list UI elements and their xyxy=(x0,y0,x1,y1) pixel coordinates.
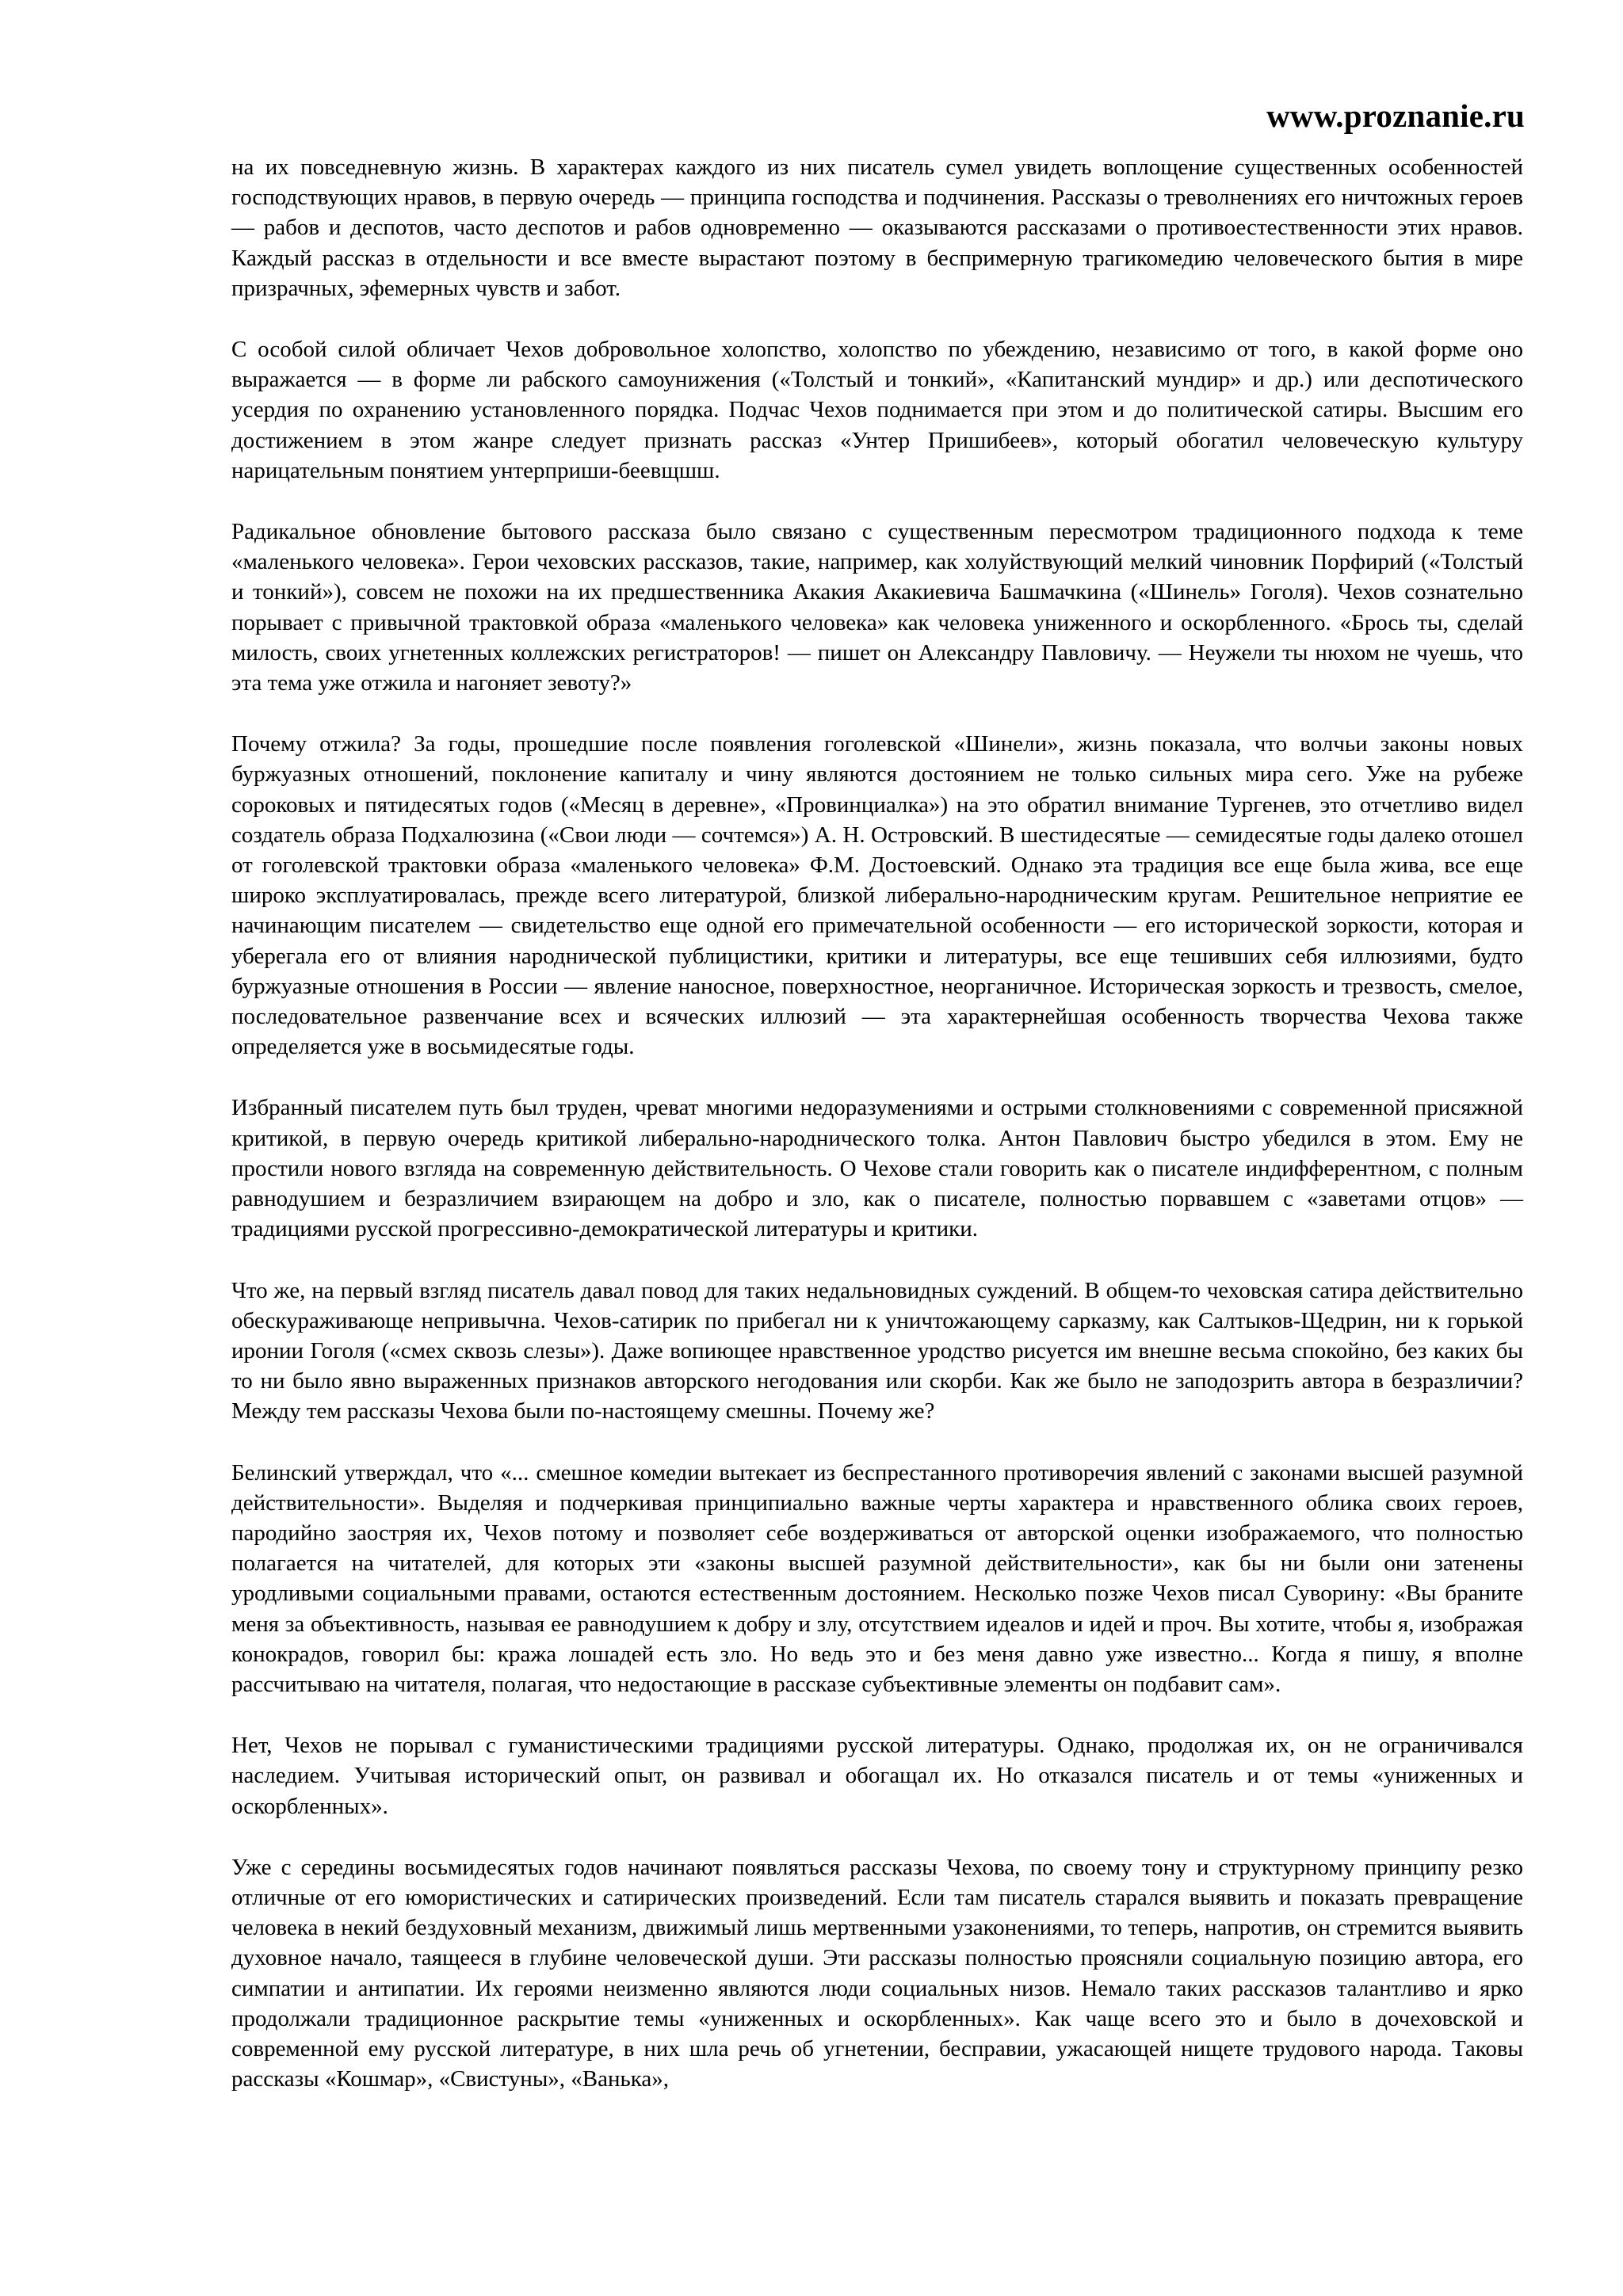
paragraph: Нет, Чехов не порывал с гуманистическими традициями русской литературы. Однако, продолжая их, он не ограничивался наследием. Учитывая исторический опыт, он развивал и обогащал их. Но отказался писатель и от темы «униженных и оскорбленных». xyxy=(231,1733,1523,1819)
paragraph: Белинский утверждал, что «... смешное комедии вытекает из беспрестанного противоречия явлений с законами высшей разумной действительности». Выделяя и подчеркивая принципиально важные черты характера и нравственного облика своих героев, пародийно заостряя их, Чехов потому и позволяет себе воздерживаться от авторской оценки изображаемого, что полностью полагается на читателей, для которых эти «законы высшей разумной действительности», как бы ни были они затенены уродливыми социальными правами, остаются естественным достоянием. Несколько позже Чехов писал Суворину: «Вы браните меня за объективность, называя ее равнодушием к добру и злу, отсутствием идеалов и идей и проч. Вы хотите, чтобы я, изображая конокрадов, говорил бы: кража лошадей есть зло. Но ведь это и без меня давно уже известно... Когда я пишу, я вполне рассчитываю на читателя, полагая, что недостающие в рассказе субъективные элементы он подбавит сам». xyxy=(231,1459,1523,1697)
paragraph: Почему отжила? За годы, прошедшие после появления гоголевской «Шинели», жизнь показала, что волчьи законы новых буржуазных отношений, поклонение капиталу и чину являются достоянием не только сильных мира сего. Уже на рубеже сороковых и пятидесятых годов («Месяц в деревне», «Провинциалка») на это обратил внимание Тургенев, это отчетливо видел создатель образа Подхалюзина («Свои люди — сочтемся») А. Н. Островский. В шестидесятые — семидесятые годы далеко отошел от гоголевской трактовки образа «маленького человека» Ф.М. Достоевский. Однако эта традиция все еще была жива, все еще широко эксплуатировалась, прежде всего литературой, близкой либерально-народническим кругам. Решительное неприятие ее начинающим писателем — свидетельство еще одной его примечательной особенности — его исторической зоркости, которая и уберегала его от влияния народнической публицистики, критики и литературы, все еще тешивших себя иллюзиями, будто буржуазные отношения в России — явление наносное, поверхностное, неорганичное. Историческая зоркость и трезвость, смелое, последовательное развенчание всех и всяческих иллюзий — эта характернейшая особенность творчества Чехова также определяется уже в восьмидесятые годы. xyxy=(231,731,1523,1060)
article-body xyxy=(231,152,1523,2125)
paragraph: Радикальное обновление бытового рассказа было связано с существенным пересмотром традиционного подхода к теме «маленького человека». Герои чеховских рассказов, такие, например, как холуйствующий мелкий чиновник Порфирий («Толстый и тонкий»), совсем не похожи на их предшественника Акакия Акакиевича Башмачкина («Шинель» Гоголя). Чехов сознательно порывает с привычной трактовкой образа «маленького человека» как человека униженного и оскорбленного. «Брось ты, сделай милость, своих угнетенных коллежских регистраторов! — пишет он Александру Павловичу. — Неужели ты нюхом не чуешь, что эта тема уже отжила и нагоняет зевоту?» xyxy=(231,519,1523,696)
paragraph: С особой силой обличает Чехов добровольное холопство, холопство по убеждению, независимо от того, в какой форме оно выражается — в форме ли рабского самоунижения («Толстый и тонкий», «Капитанский мундир» и др.) или деспотического усердия по охранению установленного порядка. Подчас Чехов поднимается при этом и до политической сатиры. Высшим его достижением в этом жанре следует признать рассказ «Унтер Пришибеев», который обогатил человеческую культуру нарицательным понятием унтерприши-беевщшш. xyxy=(231,337,1523,483)
site-header: www.proznanie.ru xyxy=(1266,97,1525,134)
paragraph: Уже с середины восьмидесятых годов начинают появляться рассказы Чехова, по своему тону и структурному принципу резко отличные от его юмористических и сатирических произведений. Если там писатель старался выявить и показать превращение человека в некий бездуховный механизм, движимый лишь мертвенными узаконениями, то теперь, напротив, он стремится выявить духовное начало, таящееся в глубине человеческой души. Эти рассказы полностью проясняли социальную позицию автора, его симпатии и антипатии. Их героями неизменно являются люди социальных низов. Немало таких рассказов талантливо и ярко продолжали традиционное раскрытие темы «униженных и оскорбленных». Как чаще всего это и было в дочеховской и современной ему русской литературе, в них шла речь об угнетении, бесправии, ужасающей нищете трудового народа. Таковы рассказы «Кошмар», «Свистуны», «Ванька», xyxy=(231,1854,1523,2092)
paragraph: Что же, на первый взгляд писатель давал повод для таких недальновидных суждений. В общем-то чеховская сатира действительно обескураживающе непривычна. Чехов-сатирик по прибегал ни к уничтожающему сарказму, как Салтыков-Щедрин, ни к горькой иронии Гоголя («смех сквозь слезы»). Даже вопиющее нравственное уродство рисуется им внешне весьма спокойно, без каких бы то ни было явно выраженных признаков авторского негодования или скорби. Как же было не заподозрить автора в безразличии? Между тем рассказы Чехова были по-настоящему смешны. Почему же? xyxy=(231,1277,1523,1425)
paragraph: на их повседневную жизнь. В характерах каждого из них писатель сумел увидеть воплощение существенных особенностей господствующих нравов, в первую очередь — принципа господства и подчинения. Рассказы о треволнениях его ничтожных героев — рабов и деспотов, часто деспотов и рабов одновременно — оказываются рассказами о противоестественности этих нравов. Каждый рассказ в отдельности и все вместе вырастают поэтому в беспримерную трагикомедию человеческого бытия в мире призрачных, эфемерных чувств и забот. xyxy=(231,154,1523,301)
paragraph: Избранный писателем путь был труден, чреват многими недоразумениями и острыми столкновениями с современной присяжной критикой, в первую очередь критикой либерально-народнического толка. Антон Павлович быстро убедился в этом. Ему не простили нового взгляда на современную действительность. О Чехове стали говорить как о писателе индифферентном, с полным равнодушием и безразличием взирающем на добро и зло, как о писателе, полностью порвавшем с «заветами отцов» — традициями русской прогрессивно-демократической литературы и критики. xyxy=(231,1095,1523,1242)
